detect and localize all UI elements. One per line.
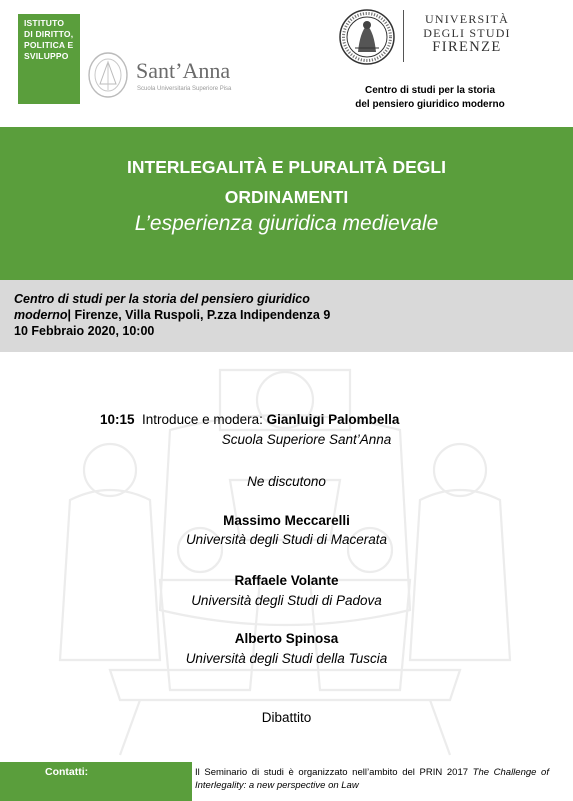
event-info [14,291,554,339]
event-title-line1: INTERLEGALITÀ E PLURALITÀ DEGLI [127,157,446,177]
program-time: 10:15 [100,412,135,427]
program-intro-row [100,412,399,427]
speaker-name-1: Massimo Meccarelli [223,513,350,528]
university-seal-icon [338,8,396,66]
santanna-wordmark: Sant’Anna [136,58,231,83]
footer-note-plain: Il Seminario di studi è organizzato nell’ambito del PRIN 2017 [195,767,473,778]
santanna-subtitle: Scuola Universitaria Superiore Pisa [137,86,232,92]
event-subtitle: L’esperienza giuridica medievale [134,212,439,235]
info-location: | Firenze, Villa Ruspoli, P.zza Indipendenza 9 [67,308,331,322]
centro-heading [330,84,530,112]
program-intro-name: Gianluigi Palombella [266,412,400,427]
program-intro-affiliation: Scuola Superiore Sant’Anna [221,432,392,447]
speaker-affiliation-1: Università degli Studi di Macerata [185,532,388,547]
footer-note [195,766,549,792]
speaker-affiliation-2: Università degli Studi di Padova [191,593,382,608]
university-wordmark [412,12,522,54]
footer-note-italic: The Challenge of Interlegality: a new perspective on Law [195,767,549,791]
footer-contacts-label: Contatti: [45,766,89,778]
centro-heading-line2: del pensiero giuridico moderno [355,99,505,110]
university-wordmark-line3: FIRENZE [432,39,502,55]
logo-divider [403,10,404,62]
closing-item: Dibattito [261,710,312,725]
discussants-label: Ne discutono [247,474,326,489]
centro-heading-line1: Centro di studi per la storia [364,85,496,96]
event-title [0,152,573,212]
program-intro-label: Introduce e modera: [142,412,263,427]
info-centro-line2: moderno [14,308,68,322]
university-wordmark-line1: UNIVERSITÀ [425,12,509,26]
event-title-line2: ORDINAMENTI [224,187,349,207]
santanna-emblem-icon [86,50,130,100]
info-date: 10 Febbraio 2020, 10:00 [14,324,155,338]
speaker-name-2: Raffaele Volante [234,573,339,588]
footer-contacts-box [0,762,192,801]
university-wordmark-line2: DEGLI STUDI [423,26,511,40]
speaker-affiliation-3: Università degli Studi della Tuscia [185,651,388,666]
institute-logo-text: ISTITUTO DI DIRITTO, POLITICA E SVILUPPO [24,18,74,61]
speaker-name-3: Alberto Spinosa [234,631,339,646]
info-centro-line1: Centro di studi per la storia del pensiero giuridico [14,292,310,306]
